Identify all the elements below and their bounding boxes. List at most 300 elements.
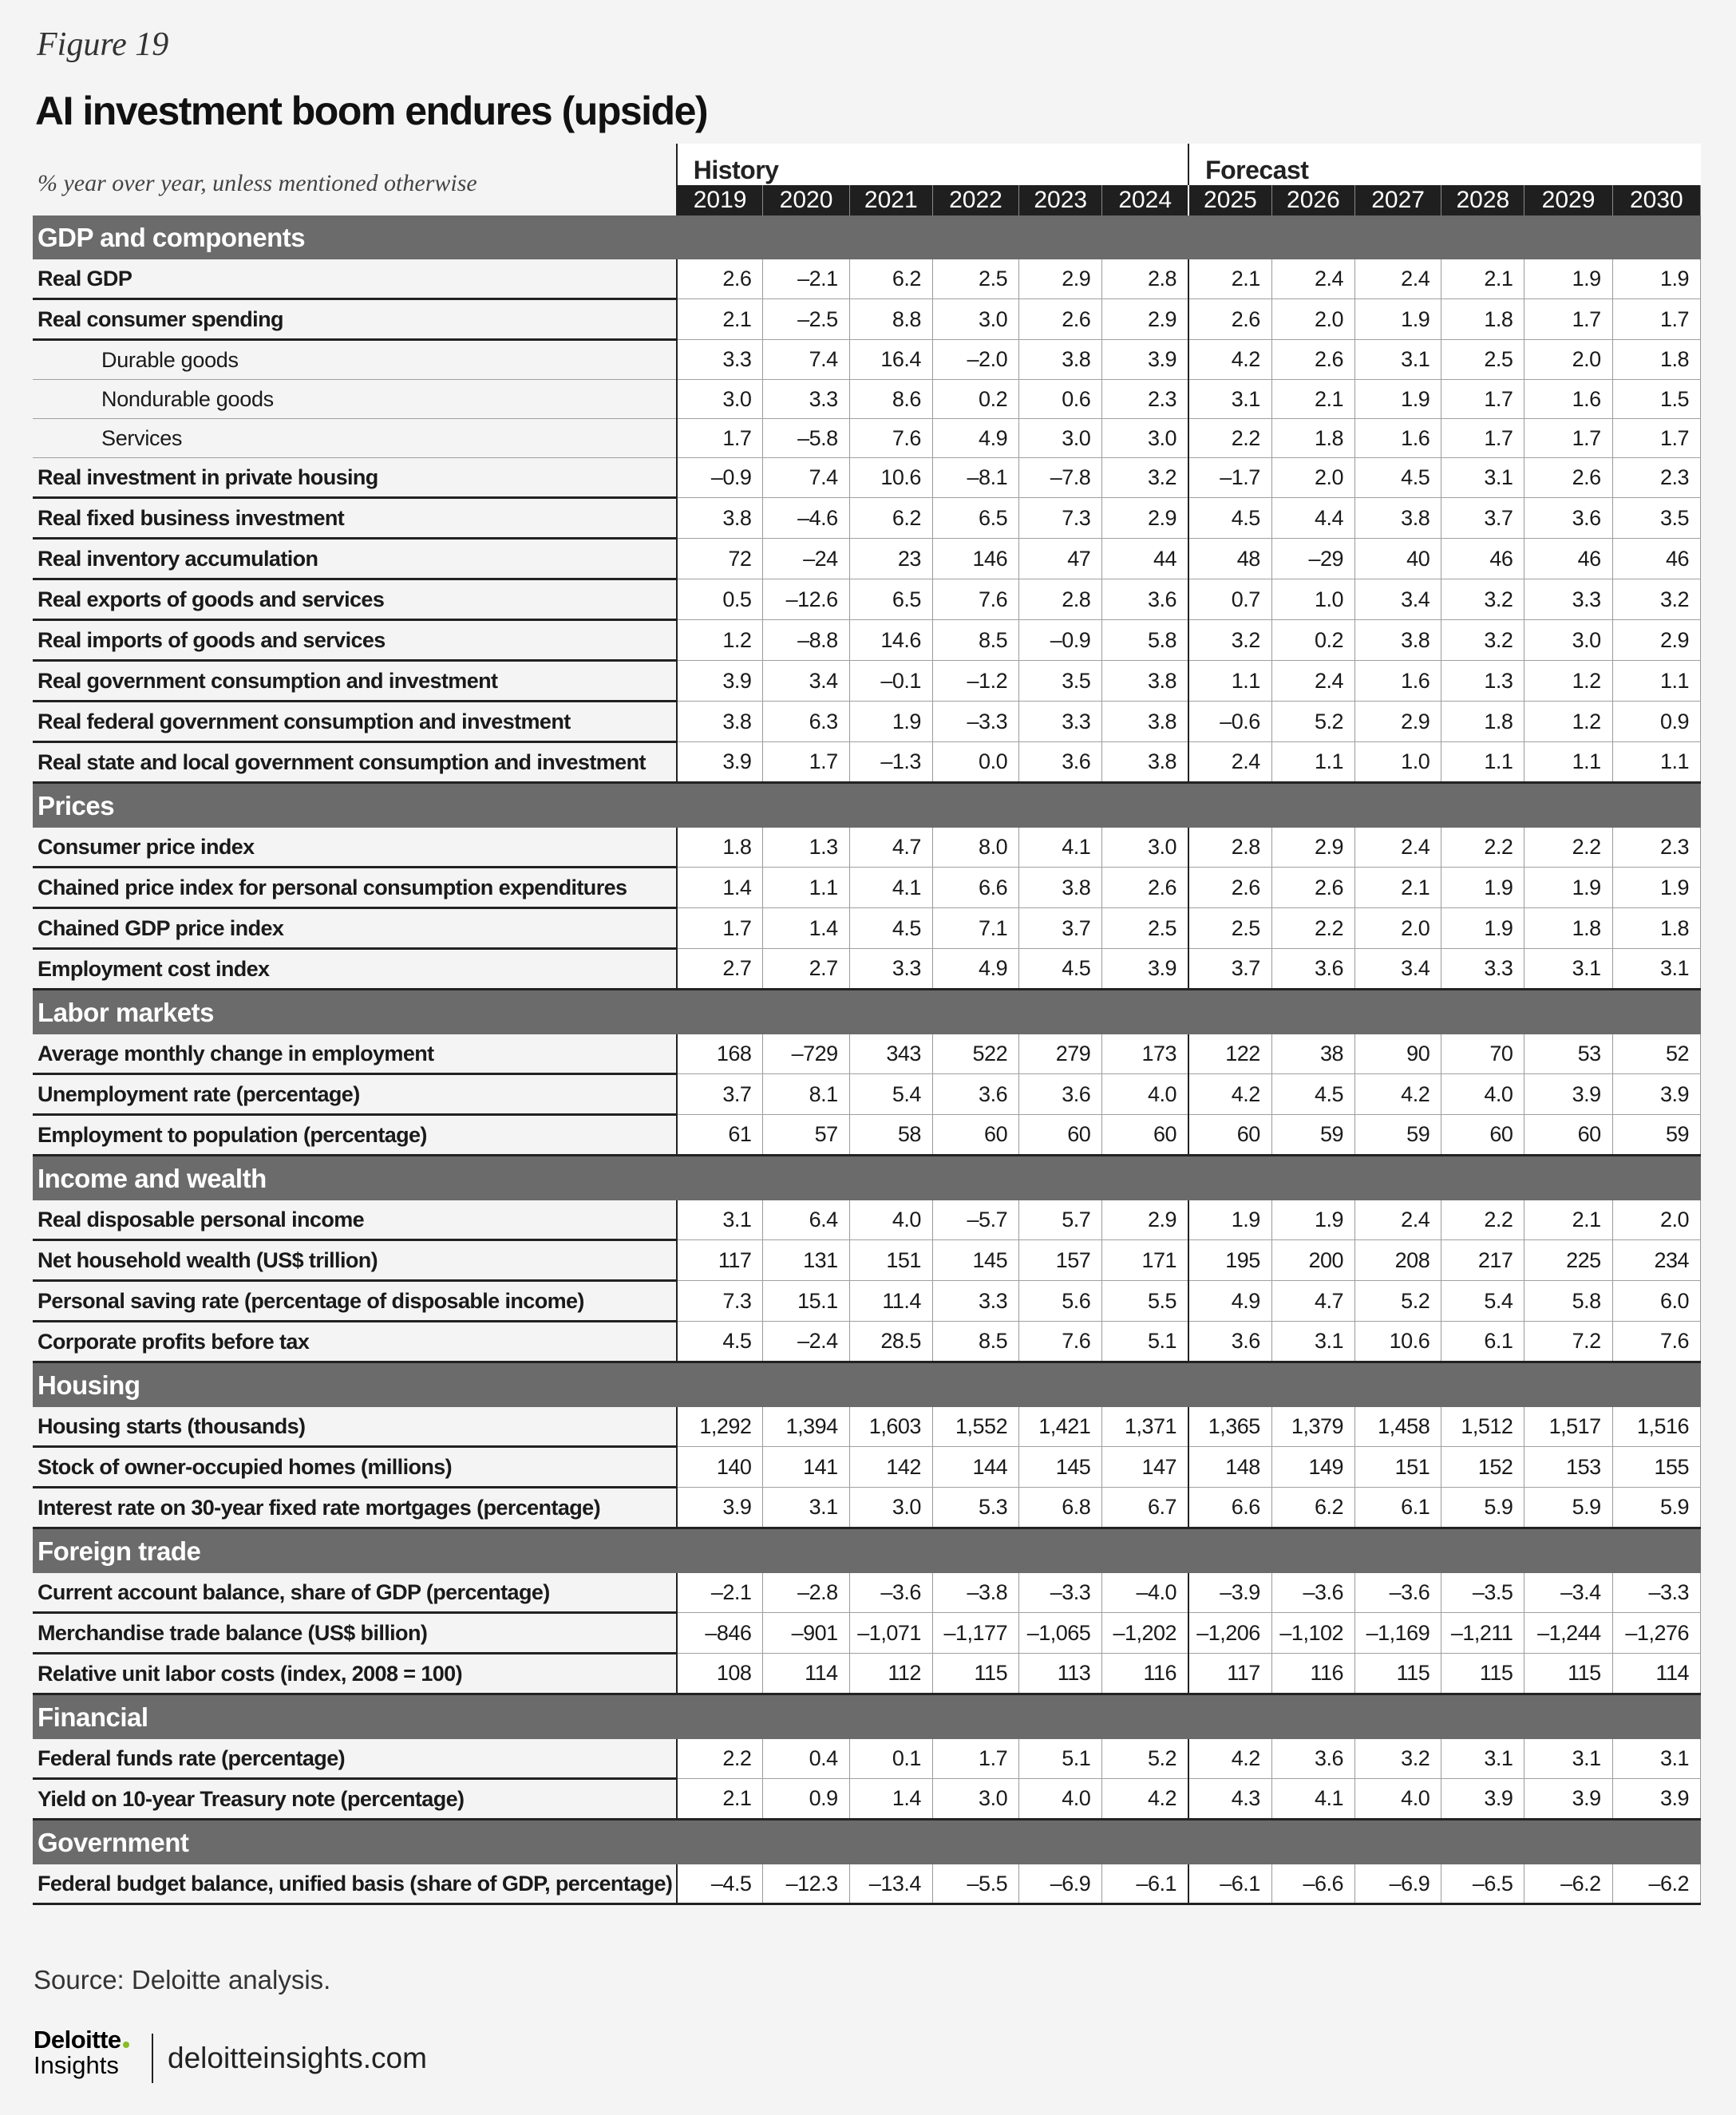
table-cell: 0.9 bbox=[763, 1779, 849, 1820]
table-cell: 1.8 bbox=[1271, 419, 1354, 458]
table-cell: 4.5 bbox=[849, 908, 932, 949]
table-cell: 3.1 bbox=[1612, 1739, 1700, 1779]
table-cell: 3.9 bbox=[677, 742, 763, 783]
table-cell: 4.1 bbox=[849, 868, 932, 908]
table-cell: 3.2 bbox=[1355, 1739, 1441, 1779]
table-cell: 6.1 bbox=[1355, 1488, 1441, 1528]
table-cell: 1.7 bbox=[1612, 419, 1700, 458]
table-cell: 131 bbox=[763, 1240, 849, 1281]
figure-label: Figure 19 bbox=[37, 26, 169, 63]
section-header bbox=[33, 1362, 1701, 1408]
table-cell: –8.8 bbox=[763, 620, 849, 661]
table-cell: 60 bbox=[1102, 1115, 1188, 1156]
table-cell: 8.5 bbox=[932, 620, 1018, 661]
table-cell: 2.0 bbox=[1524, 340, 1612, 380]
table-cell: 4.3 bbox=[1188, 1779, 1271, 1820]
table-cell: 3.1 bbox=[1355, 340, 1441, 380]
table-cell: 2.4 bbox=[1355, 259, 1441, 299]
table-cell: –6.9 bbox=[1355, 1864, 1441, 1904]
table-cell: 3.8 bbox=[677, 702, 763, 742]
table-cell: 117 bbox=[1188, 1654, 1271, 1694]
table-cell: 3.0 bbox=[1102, 828, 1188, 868]
year-header: 2028 bbox=[1441, 185, 1524, 215]
table-cell: 5.2 bbox=[1355, 1281, 1441, 1322]
table-cell: 2.1 bbox=[1441, 259, 1524, 299]
row-label: Real consumer spending bbox=[33, 299, 677, 340]
table-cell: 5.2 bbox=[1271, 702, 1354, 742]
year-header: 2024 bbox=[1102, 185, 1188, 215]
table-cell: 1.9 bbox=[1524, 259, 1612, 299]
table-cell: –3.6 bbox=[1355, 1573, 1441, 1613]
table-cell: 3.6 bbox=[1102, 579, 1188, 620]
table-cell: –1,169 bbox=[1355, 1613, 1441, 1654]
table-cell: 3.7 bbox=[677, 1074, 763, 1115]
table-cell: 1,516 bbox=[1612, 1407, 1700, 1447]
table-cell: 1.9 bbox=[1271, 1200, 1354, 1240]
table-cell: 5.7 bbox=[1019, 1200, 1102, 1240]
table-cell: –6.1 bbox=[1188, 1864, 1271, 1904]
year-header: 2030 bbox=[1612, 185, 1700, 215]
table-cell: 1,552 bbox=[932, 1407, 1018, 1447]
table-cell: 115 bbox=[1524, 1654, 1612, 1694]
table-cell: 6.6 bbox=[1188, 1488, 1271, 1528]
table-cell: 8.6 bbox=[849, 380, 932, 419]
table-cell: 6.1 bbox=[1441, 1322, 1524, 1362]
table-cell: 279 bbox=[1019, 1034, 1102, 1074]
row-label: Real disposable personal income bbox=[33, 1200, 677, 1240]
table-cell: –2.4 bbox=[763, 1322, 849, 1362]
table-cell: 44 bbox=[1102, 539, 1188, 579]
table-cell: 2.6 bbox=[1188, 299, 1271, 340]
table-row bbox=[33, 259, 1701, 299]
table-cell: 1.9 bbox=[1612, 868, 1700, 908]
table-cell: 3.6 bbox=[1271, 1739, 1354, 1779]
table-cell: 5.8 bbox=[1524, 1281, 1612, 1322]
table-row bbox=[33, 1200, 1701, 1240]
table-row bbox=[33, 419, 1701, 458]
table-cell: 60 bbox=[932, 1115, 1018, 1156]
table-cell: 116 bbox=[1102, 1654, 1188, 1694]
section-header bbox=[33, 1694, 1701, 1740]
table-cell: 2.0 bbox=[1355, 908, 1441, 949]
table-cell: 115 bbox=[932, 1654, 1018, 1694]
table-cell: 2.9 bbox=[1019, 259, 1102, 299]
table-cell: 4.5 bbox=[1019, 949, 1102, 990]
table-cell: –1,102 bbox=[1271, 1613, 1354, 1654]
table-cell: 6.4 bbox=[763, 1200, 849, 1240]
table-cell: 1,371 bbox=[1102, 1407, 1188, 1447]
table-cell: 57 bbox=[763, 1115, 849, 1156]
year-header: 2020 bbox=[763, 185, 849, 215]
table-cell: 7.4 bbox=[763, 458, 849, 498]
table-cell: 38 bbox=[1271, 1034, 1354, 1074]
row-label: Real federal government consumption and investment bbox=[33, 702, 677, 742]
table-cell: –6.6 bbox=[1271, 1864, 1354, 1904]
row-label: Real imports of goods and services bbox=[33, 620, 677, 661]
table-cell: 1.8 bbox=[1441, 702, 1524, 742]
table-cell: 6.6 bbox=[932, 868, 1018, 908]
table-cell: 2.6 bbox=[677, 259, 763, 299]
table-row bbox=[33, 1779, 1701, 1820]
table-cell: 1.8 bbox=[677, 828, 763, 868]
table-body bbox=[33, 215, 1701, 1904]
table-cell: 1.8 bbox=[1612, 908, 1700, 949]
table-cell: 10.6 bbox=[849, 458, 932, 498]
table-cell: 2.9 bbox=[1102, 299, 1188, 340]
table-cell: 2.5 bbox=[932, 259, 1018, 299]
table-cell: 208 bbox=[1355, 1240, 1441, 1281]
table-cell: 3.9 bbox=[1524, 1779, 1612, 1820]
table-cell: 122 bbox=[1188, 1034, 1271, 1074]
section-header bbox=[33, 990, 1701, 1035]
table-row bbox=[33, 1864, 1701, 1904]
table-cell: 61 bbox=[677, 1115, 763, 1156]
table-cell: 1.8 bbox=[1524, 908, 1612, 949]
section-title: GDP and components bbox=[33, 215, 1701, 259]
table-cell: 4.2 bbox=[1102, 1779, 1188, 1820]
table-cell: 112 bbox=[849, 1654, 932, 1694]
table-cell: 1.7 bbox=[932, 1739, 1018, 1779]
source-note: Source: Deloitte analysis. bbox=[34, 1965, 331, 1994]
table-cell: 3.3 bbox=[677, 340, 763, 380]
row-label: Employment cost index bbox=[33, 949, 677, 990]
table-row bbox=[33, 1074, 1701, 1115]
table-cell: 46 bbox=[1612, 539, 1700, 579]
table-cell: 1.1 bbox=[763, 868, 849, 908]
table-cell: –901 bbox=[763, 1613, 849, 1654]
table-cell: –3.9 bbox=[1188, 1573, 1271, 1613]
table-cell: 157 bbox=[1019, 1240, 1102, 1281]
table-cell: 4.9 bbox=[1188, 1281, 1271, 1322]
row-label: Real fixed business investment bbox=[33, 498, 677, 539]
table-cell: 5.8 bbox=[1102, 620, 1188, 661]
table-cell: 1.6 bbox=[1524, 380, 1612, 419]
table-row bbox=[33, 1739, 1701, 1779]
logo-sub: Insights bbox=[34, 2051, 119, 2079]
table-cell: 4.2 bbox=[1188, 1739, 1271, 1779]
table-cell: 48 bbox=[1188, 539, 1271, 579]
table-cell: –2.1 bbox=[677, 1573, 763, 1613]
table-cell: 1,292 bbox=[677, 1407, 763, 1447]
table-cell: 1,458 bbox=[1355, 1407, 1441, 1447]
table-cell: 3.9 bbox=[1102, 340, 1188, 380]
table-cell: –1,202 bbox=[1102, 1613, 1188, 1654]
table-cell: 2.6 bbox=[1271, 340, 1354, 380]
table-cell: –1,071 bbox=[849, 1613, 932, 1654]
year-header: 2026 bbox=[1271, 185, 1354, 215]
row-label: Stock of owner-occupied homes (millions) bbox=[33, 1447, 677, 1488]
table-cell: 1.2 bbox=[677, 620, 763, 661]
table-row bbox=[33, 702, 1701, 742]
table-cell: 1.4 bbox=[763, 908, 849, 949]
table-cell: 2.4 bbox=[1355, 828, 1441, 868]
table-cell: 7.6 bbox=[1612, 1322, 1700, 1362]
table-cell: 2.2 bbox=[1524, 828, 1612, 868]
table-cell: 3.3 bbox=[1019, 702, 1102, 742]
table-cell: 1.1 bbox=[1188, 661, 1271, 702]
table-cell: 1.6 bbox=[1355, 661, 1441, 702]
table-cell: –5.5 bbox=[932, 1864, 1018, 1904]
logo-divider bbox=[152, 2034, 153, 2083]
table-cell: 3.7 bbox=[1188, 949, 1271, 990]
table-cell: 3.8 bbox=[1102, 742, 1188, 783]
table-cell: 1.7 bbox=[1441, 419, 1524, 458]
table-cell: 52 bbox=[1612, 1034, 1700, 1074]
section-header bbox=[33, 783, 1701, 828]
section-title: Foreign trade bbox=[33, 1528, 1701, 1574]
table-cell: –6.2 bbox=[1524, 1864, 1612, 1904]
table-cell: –0.1 bbox=[849, 661, 932, 702]
logo-name: Deloitte bbox=[34, 2026, 121, 2054]
table-cell: 173 bbox=[1102, 1034, 1188, 1074]
section-header bbox=[33, 1156, 1701, 1201]
section-header bbox=[33, 215, 1701, 259]
table-cell: –3.6 bbox=[1271, 1573, 1354, 1613]
table-cell: –4.0 bbox=[1102, 1573, 1188, 1613]
table-cell: 4.1 bbox=[1019, 828, 1102, 868]
table-cell: –0.6 bbox=[1188, 702, 1271, 742]
table-cell: 3.8 bbox=[1102, 661, 1188, 702]
row-label: Current account balance, share of GDP (percentage) bbox=[33, 1573, 677, 1613]
table-cell: 2.9 bbox=[1102, 498, 1188, 539]
table-cell: –3.3 bbox=[1612, 1573, 1700, 1613]
table-cell: 8.0 bbox=[932, 828, 1018, 868]
table-cell: –5.8 bbox=[763, 419, 849, 458]
table-cell: 142 bbox=[849, 1447, 932, 1488]
table-cell: 2.2 bbox=[1188, 419, 1271, 458]
table-cell: 6.8 bbox=[1019, 1488, 1102, 1528]
table-cell: 2.6 bbox=[1188, 868, 1271, 908]
table-row bbox=[33, 661, 1701, 702]
table-cell: 23 bbox=[849, 539, 932, 579]
table-cell: 3.6 bbox=[1019, 742, 1102, 783]
table-cell: 1.6 bbox=[1355, 419, 1441, 458]
table-cell: 2.3 bbox=[1612, 828, 1700, 868]
table-cell: 28.5 bbox=[849, 1322, 932, 1362]
logo-dot-icon bbox=[123, 2042, 129, 2048]
table-cell: –1,177 bbox=[932, 1613, 1018, 1654]
table-cell: 3.8 bbox=[1019, 340, 1102, 380]
table-cell: 4.0 bbox=[1102, 1074, 1188, 1115]
table-cell: 3.1 bbox=[1441, 458, 1524, 498]
table-cell: 2.7 bbox=[677, 949, 763, 990]
row-label: Average monthly change in employment bbox=[33, 1034, 677, 1074]
table-cell: 1.2 bbox=[1524, 702, 1612, 742]
table-cell: 5.1 bbox=[1019, 1739, 1102, 1779]
row-label: Real state and local government consumption and investment bbox=[33, 742, 677, 783]
table-cell: 3.6 bbox=[1188, 1322, 1271, 1362]
table-cell: 1.7 bbox=[1524, 419, 1612, 458]
year-header: 2021 bbox=[849, 185, 932, 215]
table-cell: –2.5 bbox=[763, 299, 849, 340]
table-cell: 114 bbox=[1612, 1654, 1700, 1694]
table-cell: –1.3 bbox=[849, 742, 932, 783]
table-cell: 225 bbox=[1524, 1240, 1612, 1281]
row-label: Real government consumption and investment bbox=[33, 661, 677, 702]
table-cell: 3.9 bbox=[677, 1488, 763, 1528]
table-cell: –6.9 bbox=[1019, 1864, 1102, 1904]
table-cell: 2.1 bbox=[1524, 1200, 1612, 1240]
table-cell: 3.5 bbox=[1019, 661, 1102, 702]
table-cell: 1.9 bbox=[1524, 868, 1612, 908]
table-cell: 4.5 bbox=[1188, 498, 1271, 539]
table-cell: 3.8 bbox=[1102, 702, 1188, 742]
row-label: Real GDP bbox=[33, 259, 677, 299]
table-cell: –8.1 bbox=[932, 458, 1018, 498]
table-cell: 146 bbox=[932, 539, 1018, 579]
section-title: Financial bbox=[33, 1694, 1701, 1740]
table-cell: 16.4 bbox=[849, 340, 932, 380]
table-row bbox=[33, 539, 1701, 579]
table-row bbox=[33, 949, 1701, 990]
site-link[interactable]: deloitteinsights.com bbox=[168, 2042, 427, 2074]
table-cell: –1,211 bbox=[1441, 1613, 1524, 1654]
table-cell: –5.7 bbox=[932, 1200, 1018, 1240]
table-cell: –1,065 bbox=[1019, 1613, 1102, 1654]
year-header: 2027 bbox=[1355, 185, 1441, 215]
table-cell: 2.4 bbox=[1271, 259, 1354, 299]
table-cell: –6.1 bbox=[1102, 1864, 1188, 1904]
row-label: Chained GDP price index bbox=[33, 908, 677, 949]
table-cell: 70 bbox=[1441, 1034, 1524, 1074]
table-cell: 3.9 bbox=[1612, 1074, 1700, 1115]
table-cell: 3.9 bbox=[1441, 1779, 1524, 1820]
table-cell: 3.1 bbox=[1524, 1739, 1612, 1779]
table-cell: 115 bbox=[1355, 1654, 1441, 1694]
table-cell: 3.1 bbox=[677, 1200, 763, 1240]
table-row bbox=[33, 380, 1701, 419]
table-cell: 46 bbox=[1441, 539, 1524, 579]
section-title: Prices bbox=[33, 783, 1701, 828]
table-cell: –2.1 bbox=[763, 259, 849, 299]
table-cell: –6.2 bbox=[1612, 1864, 1700, 1904]
table-cell: 151 bbox=[849, 1240, 932, 1281]
table-cell: 3.1 bbox=[1441, 1739, 1524, 1779]
table-cell: 2.7 bbox=[763, 949, 849, 990]
row-label: Real investment in private housing bbox=[33, 458, 677, 498]
table-cell: 114 bbox=[763, 1654, 849, 1694]
deloitte-insights-logo bbox=[34, 2027, 129, 2078]
table-cell: 5.9 bbox=[1441, 1488, 1524, 1528]
table-row bbox=[33, 1654, 1701, 1694]
table-cell: 1.7 bbox=[763, 742, 849, 783]
table-cell: 148 bbox=[1188, 1447, 1271, 1488]
table-cell: 1.3 bbox=[763, 828, 849, 868]
table-cell: 10.6 bbox=[1355, 1322, 1441, 1362]
table-cell: –3.3 bbox=[932, 702, 1018, 742]
table-cell: –29 bbox=[1271, 539, 1354, 579]
row-label: Interest rate on 30-year fixed rate mortgages (percentage) bbox=[33, 1488, 677, 1528]
section-header bbox=[33, 1528, 1701, 1574]
table-cell: –13.4 bbox=[849, 1864, 932, 1904]
table-cell: 2.5 bbox=[1441, 340, 1524, 380]
table-cell: 144 bbox=[932, 1447, 1018, 1488]
table-cell: 2.5 bbox=[1102, 908, 1188, 949]
table-cell: –846 bbox=[677, 1613, 763, 1654]
table-cell: 4.0 bbox=[1355, 1779, 1441, 1820]
table-row bbox=[33, 620, 1701, 661]
table-cell: 6.5 bbox=[849, 579, 932, 620]
table-cell: 3.0 bbox=[1524, 620, 1612, 661]
table-cell: 60 bbox=[1019, 1115, 1102, 1156]
table-cell: 1,512 bbox=[1441, 1407, 1524, 1447]
table-cell: 4.0 bbox=[849, 1200, 932, 1240]
table-cell: 1.4 bbox=[677, 868, 763, 908]
table-cell: 8.1 bbox=[763, 1074, 849, 1115]
history-group-label: History bbox=[677, 144, 1188, 185]
table-cell: 3.8 bbox=[1355, 498, 1441, 539]
table-cell: 1.9 bbox=[1612, 259, 1700, 299]
table-row bbox=[33, 579, 1701, 620]
table-cell: 3.3 bbox=[1524, 579, 1612, 620]
table-cell: 5.2 bbox=[1102, 1739, 1188, 1779]
table-cell: 3.3 bbox=[1441, 949, 1524, 990]
table-cell: 2.0 bbox=[1612, 1200, 1700, 1240]
row-label: Consumer price index bbox=[33, 828, 677, 868]
table-cell: 5.1 bbox=[1102, 1322, 1188, 1362]
table-cell: 2.2 bbox=[1441, 828, 1524, 868]
table-row bbox=[33, 498, 1701, 539]
table-cell: 149 bbox=[1271, 1447, 1354, 1488]
table-cell: 1.7 bbox=[1524, 299, 1612, 340]
table-row bbox=[33, 1447, 1701, 1488]
table-cell: –1,206 bbox=[1188, 1613, 1271, 1654]
table-cell: 3.4 bbox=[1355, 579, 1441, 620]
year-header: 2029 bbox=[1524, 185, 1612, 215]
table-cell: 5.4 bbox=[1441, 1281, 1524, 1322]
table-cell: 168 bbox=[677, 1034, 763, 1074]
table-cell: 2.2 bbox=[1441, 1200, 1524, 1240]
table-cell: 1.9 bbox=[1355, 299, 1441, 340]
table-cell: 1.7 bbox=[1441, 380, 1524, 419]
table-cell: –2.8 bbox=[763, 1573, 849, 1613]
table-row bbox=[33, 1488, 1701, 1528]
row-label: Yield on 10-year Treasury note (percentage) bbox=[33, 1779, 677, 1820]
table-cell: 3.9 bbox=[1102, 949, 1188, 990]
table-cell: 72 bbox=[677, 539, 763, 579]
table-cell: 7.6 bbox=[849, 419, 932, 458]
table-cell: 8.8 bbox=[849, 299, 932, 340]
table-row bbox=[33, 1240, 1701, 1281]
table-cell: 153 bbox=[1524, 1447, 1612, 1488]
table-cell: 2.4 bbox=[1188, 742, 1271, 783]
table-cell: 4.9 bbox=[932, 949, 1018, 990]
table-cell: 2.2 bbox=[1271, 908, 1354, 949]
table-cell: 7.4 bbox=[763, 340, 849, 380]
table-cell: 147 bbox=[1102, 1447, 1188, 1488]
table-cell: 3.3 bbox=[849, 949, 932, 990]
table-cell: 8.5 bbox=[932, 1322, 1018, 1362]
table-cell: 1.2 bbox=[1524, 661, 1612, 702]
table-cell: 1,379 bbox=[1271, 1407, 1354, 1447]
table-cell: 90 bbox=[1355, 1034, 1441, 1074]
table-cell: 4.5 bbox=[1271, 1074, 1354, 1115]
table-cell: 4.0 bbox=[1441, 1074, 1524, 1115]
table-cell: 0.0 bbox=[932, 742, 1018, 783]
table-cell: 2.6 bbox=[1102, 868, 1188, 908]
table-cell: 3.2 bbox=[1441, 620, 1524, 661]
table-cell: –1,276 bbox=[1612, 1613, 1700, 1654]
table-cell: –3.6 bbox=[849, 1573, 932, 1613]
year-header: 2025 bbox=[1188, 185, 1271, 215]
table-cell: 3.2 bbox=[1102, 458, 1188, 498]
table-cell: 116 bbox=[1271, 1654, 1354, 1694]
row-label: Nondurable goods bbox=[33, 380, 677, 419]
table-cell: 1.1 bbox=[1271, 742, 1354, 783]
table-cell: –3.4 bbox=[1524, 1573, 1612, 1613]
table-cell: –6.5 bbox=[1441, 1864, 1524, 1904]
table-cell: 1,421 bbox=[1019, 1407, 1102, 1447]
